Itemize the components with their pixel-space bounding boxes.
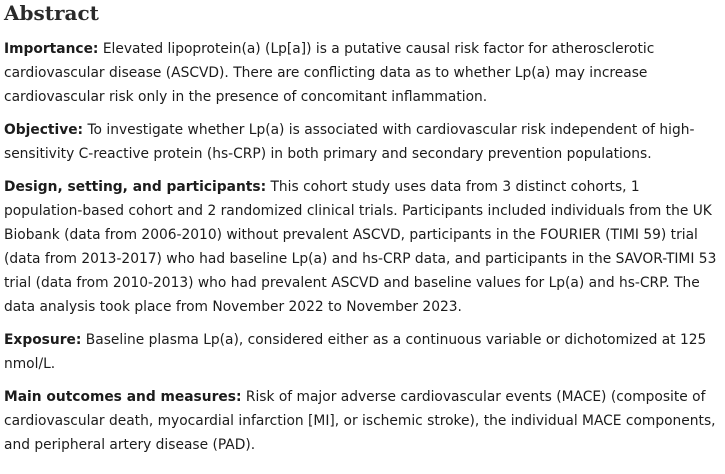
section-label-outcomes: Main outcomes and measures: (4, 389, 242, 405)
section-label-design: Design, setting, and participants: (4, 179, 267, 195)
section-objective (4, 118, 721, 166)
section-label-importance: Importance: (4, 41, 99, 57)
section-label-objective: Objective: (4, 122, 84, 138)
section-exposure (4, 328, 721, 376)
section-text-objective: To investigate whether Lp(a) is associated with cardiovascular risk independent of high-sensitivity C-reactive protein (hs-CRP) in both primary and secondary prevention populations. (4, 122, 695, 162)
section-design (4, 175, 721, 319)
section-label-exposure: Exposure: (4, 332, 82, 348)
section-text-importance: Elevated lipoprotein(a) (Lp[a]) is a putative causal risk factor for atherosclerotic cardiovascular disease (ASCVD). There are conflicting data as to whether Lp(a) may increase cardiovascular risk only in the presence of concomitant inflammation. (4, 41, 655, 105)
section-importance (4, 37, 721, 109)
section-text-design: This cohort study uses data from 3 distinct cohorts, 1 population-based cohort and 2 randomized clinical trials. Participants included individuals from the UK Biobank (data from 2006-2010) without prevalent ASCVD, participants in the FOURIER (TIMI 59) trial (data from 2013-2017) who had baseline Lp(a) and hs-CRP data, and participants in the SAVOR-TIMI 53 trial (data from 2010-2013) who had prevalent ASCVD and baseline values for Lp(a) and hs-CRP. The data analysis took place from November 2022 to November 2023. (4, 179, 717, 315)
section-text-exposure: Baseline plasma Lp(a), considered either as a continuous variable or dichotomized at 125 nmol/L. (4, 332, 707, 372)
abstract-heading: Abstract (4, 1, 99, 25)
section-outcomes (4, 385, 721, 457)
section-text-outcomes: Risk of major adverse cardiovascular events (MACE) (composite of cardiovascular death, myocardial infarction [MI], or ischemic stroke), the individual MACE components, and peripheral artery disease (PAD). (4, 389, 716, 453)
